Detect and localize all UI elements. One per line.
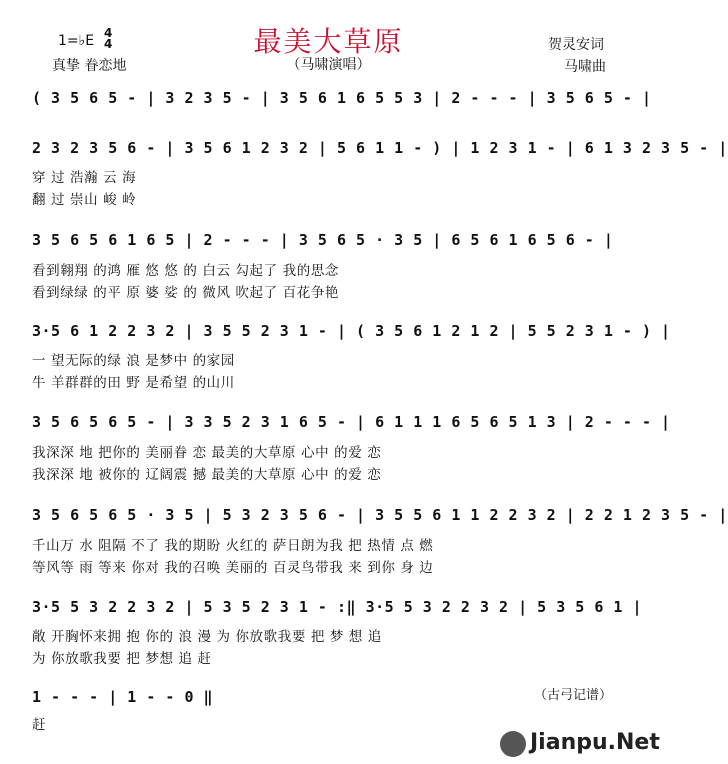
- lyric-row-5-verse-1: 我深深 地 把你的 美丽眷 恋 最美的大草原 心中 的爱 恋: [32, 445, 382, 461]
- lyric-row-3-verse-1: 看到翱翔 的鸿 雁 悠 悠 的 白云 勾起了 我的思念: [32, 263, 340, 279]
- lyric-row-8-verse-1: 赶: [32, 717, 47, 733]
- transcriber-credit: （古弓记谱）: [534, 688, 613, 703]
- lyric-row-6-verse-2: 等风等 雨 等来 你对 我的召唤 美丽的 百灵鸟带我 来 到你 身 边: [32, 560, 434, 576]
- notation-row-7: 3·5 5 3 2 2 3 2 | 5 3 5 2 3 1 - :‖ 3·5 5 3 2 2 3 2 | 5 3 5 6 1 |: [32, 598, 642, 616]
- key-signature: 1=♭E: [58, 33, 95, 49]
- watermark-logo-icon: [500, 731, 526, 757]
- lyric-row-7-verse-2: 为 你放歌我要 把 梦想 追 赶: [32, 651, 212, 667]
- lyric-row-3-verse-2: 看到绿绿 的平 原 婆 娑 的 微风 吹起了 百花争艳: [32, 285, 340, 301]
- lyric-row-4-verse-2: 牛 羊群群的田 野 是希望 的山川: [32, 375, 235, 391]
- notation-row-3: 3 5 6 5 6 1 6 5 | 2 - - - | 3 5 6 5 · 3 5 | 6 5 6 1 6 5 6 - |: [32, 231, 614, 249]
- time-signature: [104, 28, 112, 50]
- lyric-row-2-verse-2: 翻 过 崇山 峻 岭: [32, 192, 137, 208]
- notation-row-5: 3 5 6 5 6 5 - | 3 3 5 2 3 1 6 5 - | 6 1 1 1 6 5 6 5 1 3 | 2 - - - |: [32, 413, 671, 431]
- lyric-row-4-verse-1: 一 望无际的绿 浪 是梦中 的家园: [32, 353, 235, 369]
- time-signature-top: 4: [104, 26, 113, 40]
- notation-row-4: 3·5 6 1 2 2 3 2 | 3 5 5 2 3 1 - | ( 3 5 6 1 2 1 2 | 5 5 2 3 1 - ) |: [32, 322, 671, 340]
- lyric-row-2-verse-1: 穿 过 浩瀚 云 海: [32, 170, 137, 186]
- performer: （马啸演唱）: [286, 57, 371, 73]
- notation-row-6: 3 5 6 5 6 5 · 3 5 | 5 3 2 3 5 6 - | 3 5 5 6 1 1 2 2 3 2 | 2 2 1 2 3 5 - |: [32, 506, 728, 524]
- lyric-row-6-verse-1: 千山万 水 阻隔 不了 我的期盼 火红的 萨日朗为我 把 热情 点 燃: [32, 538, 434, 554]
- expression-mark: 真挚 眷恋地: [52, 58, 127, 74]
- notation-row-2: 2 3 2 3 5 6 - | 3 5 6 1 2 3 2 | 5 6 1 1 - ) | 1 2 3 1 - | 6 1 3 2 3 5 - |: [32, 139, 728, 157]
- watermark: Jianpu.Net: [530, 730, 660, 755]
- lyric-row-5-verse-2: 我深深 地 被你的 辽阔震 撼 最美的大草原 心中 的爱 恋: [32, 467, 382, 483]
- composer: 马啸曲: [564, 59, 606, 75]
- notation-row-1: ( 3 5 6 5 - | 3 2 3 5 - | 3 5 6 1 6 5 5 3 | 2 - - - | 3 5 6 5 - |: [32, 89, 652, 107]
- song-title: 最美大草原: [253, 25, 404, 58]
- lyricist: 贺灵安词: [548, 37, 604, 53]
- lyric-row-7-verse-1: 敞 开胸怀来拥 抱 你的 浪 漫 为 你放歌我要 把 梦 想 追: [32, 629, 382, 645]
- time-signature-bottom: 4: [104, 37, 113, 51]
- notation-row-8: 1 - - - | 1 - - 0 ‖: [32, 688, 214, 706]
